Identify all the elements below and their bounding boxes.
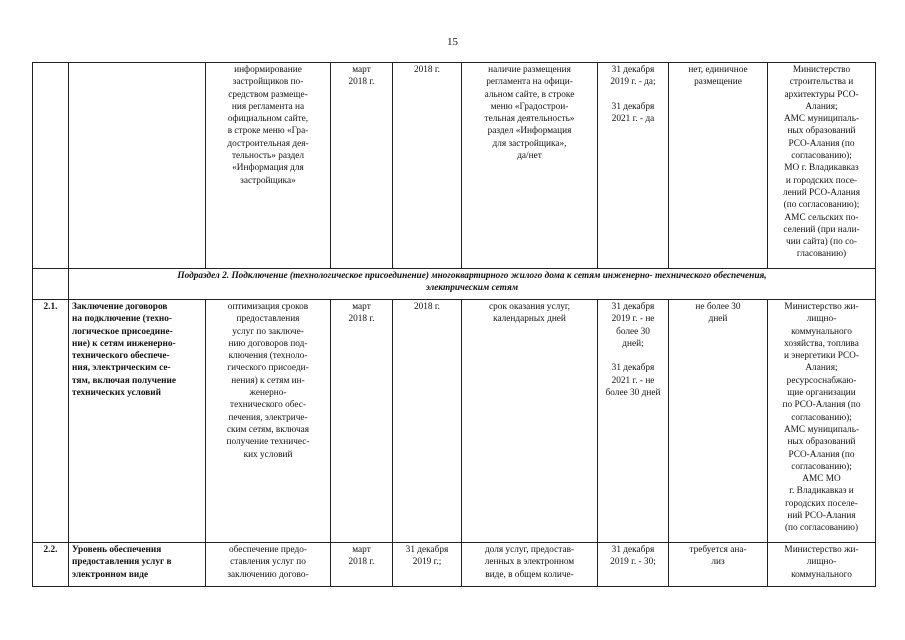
cell-responsible: Министерство жи- лищно- коммунального — [768, 543, 876, 587]
subsection-title: Подраздел 2. Подключение (технологическое присоединение) многоквартирного жилого дома к сетям инженерно- технического обеспечения, электрическим сетям — [69, 269, 876, 300]
cell-name: Заключение договоров на подключение (техно- логическое присоедине- ние) к сетям инженерно- технического обеспече- ния, электрическим се- тям, включая получение технических условий — [69, 300, 206, 543]
cell-start: март 2018 г. — [331, 543, 393, 587]
table-row — [33, 300, 876, 543]
cell-action: обеспечение предо- ставления услуг по заключению догово- — [206, 543, 331, 587]
cell-start: март 2018 г. — [331, 300, 393, 543]
table-row — [33, 63, 876, 269]
cell-indicator: наличие размещения регламента на офици- альном сайте, в строке меню «Градострои- тельная деятельность» раздел «Информация для застройщика», да/нет — [462, 63, 598, 269]
cell-name — [69, 63, 206, 269]
cell-responsible: Министерство жи- лищно- коммунального хозяйства, топлива и энергетики РСО- Алания; ресурсоснабжаю- щие организации по РСО-Алания (по согласованию); АМС муниципаль- ных образований РСО-Алания (по согласованию); АМС МО г. Владикавказ и городских поселе- ний РСО-Алания (по согласованию) — [768, 300, 876, 543]
cell-action: оптимизация сроков предоставления услуг по заключе- нию договоров под- ключения (техноло- гического присоеди- нения) к сетям ин- женерно- технического обес- печения, электриче- ским сетям, включая получение техничес- ких условий — [206, 300, 331, 543]
table-row — [33, 543, 876, 587]
cell-end: 2018 г. — [393, 300, 462, 543]
subsection-row — [33, 269, 876, 300]
page-number: 15 — [447, 36, 458, 48]
cell-current: требуется ана- лиз — [669, 543, 768, 587]
cell-target: 31 декабря 2019 г. - да; 31 декабря 2021 г. - да — [598, 63, 669, 269]
cell-target: 31 декабря 2019 г. - 30; — [598, 543, 669, 587]
cell-indicator: доля услуг, предостав- ленных в электронном виде, в общем количе- — [462, 543, 598, 587]
cell-current: нет, единичное размещение — [669, 63, 768, 269]
subsection-empty-cell — [33, 269, 69, 300]
cell-indicator: срок оказания услуг, календарных дней — [462, 300, 598, 543]
cell-start: март 2018 г. — [331, 63, 393, 269]
cell-responsible: Министерство строительства и архитектуры РСО- Алания; АМС муниципаль- ных образований РСО-Алания (по согласованию); МО г. Владикавказ и городских посе- лений РСО-Алания (по согласованию); АМС сельских по- селений (при нали- чии сайта) (по со- гласованию) — [768, 63, 876, 269]
cell-num: 2.2. — [33, 543, 69, 587]
cell-name: Уровень обеспечения предоставления услуг в электронном виде — [69, 543, 206, 587]
cell-num — [33, 63, 69, 269]
cell-current: не более 30 дней — [669, 300, 768, 543]
cell-action: информирование застройщиков по- средством размеще- ния регламента на официальном сайте, в строке меню «Гра- достроительная дея- тельность» раздел «Информация для застройщика» — [206, 63, 331, 269]
action-plan-table — [32, 62, 876, 587]
cell-target: 31 декабря 2019 г. - не более 30 дней; 31 декабря 2021 г. - не более 30 дней — [598, 300, 669, 543]
cell-num: 2.1. — [33, 300, 69, 543]
cell-end: 2018 г. — [393, 63, 462, 269]
cell-end: 31 декабря 2019 г.; — [393, 543, 462, 587]
